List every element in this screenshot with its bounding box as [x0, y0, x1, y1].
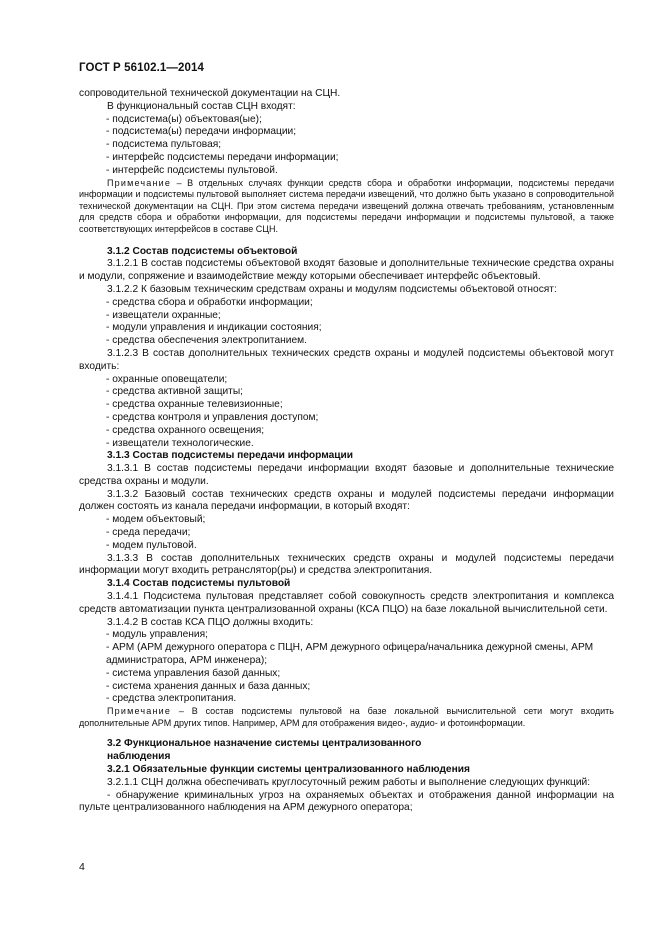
list-channel	[79, 514, 614, 552]
list-item: - охранные оповещатели;	[106, 373, 228, 385]
list-item: - интерфейс подсистемы передачи информации;	[106, 151, 339, 163]
list-item: - среда передачи;	[106, 527, 191, 539]
note-text: – В состав подсистемы пультовой на базе локальной вычислительной сети могут входить дополнительные АРМ других типов. Например, АРМ для отображения видео-, аудио- и фотоинформации.	[79, 706, 614, 728]
page-content	[79, 88, 614, 815]
page-number: 4	[79, 861, 85, 873]
paragraph: 3.1.2.2 К базовым техническим средствам охраны и модулям подсистемы объектовой относят:	[107, 283, 557, 295]
list-item: - средства контроля и управления доступом;	[106, 411, 319, 423]
paragraph: 3.1.4.2 В состав КСА ПЦО должны входить:	[107, 616, 314, 628]
list-item: - подсистема(ы) передачи информации;	[106, 126, 297, 138]
section-heading-continuation: наблюдения	[107, 751, 171, 763]
list-item: - модем объектовый;	[106, 514, 206, 526]
list-item: - извещатели охранные;	[106, 309, 221, 321]
note-label: Примечание	[107, 706, 172, 717]
list-functional-composition	[79, 114, 614, 178]
list-item: - система хранения данных и база данных;	[106, 680, 311, 692]
list-item: - модуль управления;	[106, 629, 208, 641]
paragraph: 3.1.4.1 Подсистема пультовая представляет собой совокупность средств электропитания и комплекса средств автоматизации пункта централизованной охраны (КСА ПЦО) на базе локальной вычислительной сети.	[79, 591, 614, 615]
list-item: - система управления базой данных;	[106, 667, 281, 679]
list-item: - средства охранного освещения;	[106, 424, 265, 436]
section-heading: 3.1.4 Состав подсистемы пультовой	[107, 578, 291, 590]
paragraph: 3.1.2.3 В состав дополнительных технических средств охраны и модулей подсистемы объектовой могут входить:	[79, 347, 614, 372]
list-base-means	[79, 297, 614, 348]
note	[79, 706, 614, 729]
paragraph: 3.1.3.3 В состав дополнительных технических средств охраны и модулей подсистемы передачи информации могут входить ретранслятор(ры) и средства электропитания.	[79, 552, 614, 577]
section-heading: 3.2 Функциональное назначение системы централизованного	[107, 738, 422, 750]
section-heading: 3.1.2 Состав подсистемы объектовой	[107, 245, 298, 257]
list-item: - средства активной защиты;	[106, 386, 243, 398]
list-item: - извещатели технологические.	[106, 437, 254, 449]
section-heading: 3.1.3 Состав подсистемы передачи информации	[107, 450, 354, 462]
paragraph: 3.2.1.1 СЦН должна обеспечивать круглосуточный режим работы и выполнение следующих функций:	[107, 776, 591, 788]
list-item: - модули управления и индикации состояния;	[106, 322, 322, 334]
list-item: - АРМ (АРМ дежурного оператора с ПЦН, АРМ дежурного офицера/начальника дежурной смены, АРМ администратора, АРМ инженера);	[106, 642, 594, 667]
list-item: - средства охранные телевизионные;	[106, 399, 283, 411]
paragraph: сопроводительной технической документации на СЦН.	[79, 88, 341, 99]
paragraph: В функциональный состав СЦН входят:	[107, 100, 296, 112]
paragraph: 3.1.3.1 В состав подсистемы передачи информации входят базовые и дополнительные технические средства охраны и модули.	[79, 463, 614, 487]
list-item: - средства обеспечения электропитанием.	[106, 335, 307, 347]
list-item: - модем пультовой.	[106, 539, 197, 551]
list-item: - средства сбора и обработки информации;	[106, 296, 313, 308]
list-additional-means	[79, 374, 614, 451]
paragraph: - обнаружение криминальных угроз на охраняемых объектах и отображения данной информации на пульте централизованного наблюдения на АРМ дежурного оператора;	[79, 789, 614, 814]
list-item: - подсистема пультовая;	[106, 139, 222, 151]
list-item: - интерфейс подсистемы пультовой.	[106, 164, 278, 176]
section-heading: 3.2.1 Обязательные функции системы централизованного наблюдения	[107, 764, 470, 776]
note	[79, 178, 614, 236]
note-text: – В отдельных случаях функции средств сбора и обработки информации, подсистемы передачи информации и подсистемы пультовой выполняет система передачи извещений, что должно быть указано в сопроводительной технической документации на СЦН. При этом система передачи извещений должна отвечать требованиям, установленным для средств сбора и обработки информации, для подсистемы передачи информации и подсистемы пультовой, а также соответствующих интерфейсов в составе СЦН.	[79, 177, 614, 234]
document-header: ГОСТ Р 56102.1—2014	[79, 62, 204, 74]
list-item: - подсистема(ы) объектовая(ые);	[106, 113, 262, 125]
paragraph: 3.1.2.1 В состав подсистемы объектовой входят базовые и дополнительные технические средства охраны и модули, сопряжение и взаимодействие между которыми обеспечивает интерфейс объектовый.	[79, 258, 614, 283]
note-label: Примечание	[107, 177, 172, 188]
paragraph: 3.1.3.2 Базовый состав технических средств охраны и модулей подсистемы передачи информации должен состоять из канала передачи информации, в который входят:	[79, 488, 614, 513]
list-ksa-pco	[79, 629, 614, 706]
list-item: - средства электропитания.	[106, 693, 237, 705]
